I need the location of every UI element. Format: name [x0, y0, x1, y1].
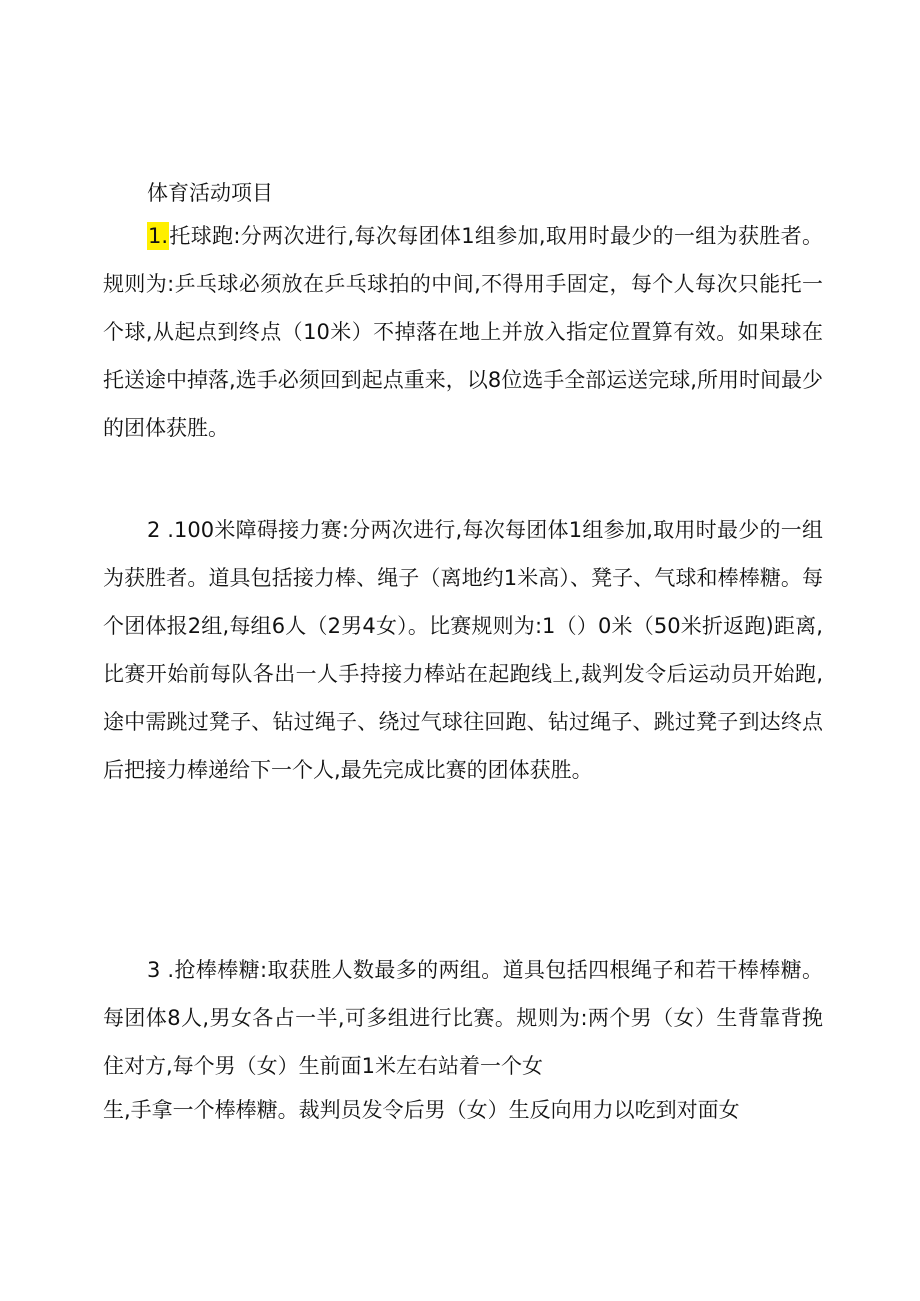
- item-1-paragraph: [103, 212, 823, 452]
- item-1-number-highlight: 1.: [148, 224, 169, 248]
- item-2-paragraph: 2 .100米障碍接力赛:分两次进行,每次每团体1组参加,取用时最少的一组为获胜者。道具包括接力棒、绳子（离地约1米高）、凳子、气球和棒棒糖。每个团体报2组,每组6人（2男4女）。比赛规则为:1（）0米（50米折返跑)距离,比赛开始前每队各出一人手持接力棒站在起跑线上,裁判发令后运动员开始跑,途中需跳过凳子、钻过绳子、绕过气球往回跑、钻过绳子、跳过凳子到达终点后把接力棒递给下一个人,最先完成比赛的团体获胜。: [103, 518, 823, 782]
- item-1-text: 托球跑:分两次进行,每次每团体1组参加,取用时最少的一组为获胜者。规则为:乒乓球必须放在乒乓球拍的中间,不得用手固定，每个人每次只能托一个球,从起点到终点（10米）不掉落在地上并放入指定位置算有效。如果球在托送途中掉落,选手必须回到起点重来，以8位选手全部运送完球,所用时间最少的团体获胜。: [103, 224, 823, 440]
- continuation-paragraph: 生,手拿一个棒棒糖。裁判员发令后男（女）生反向用力以吃到对面女: [103, 1098, 740, 1122]
- item-3-paragraph: 3 .抢棒棒糖:取获胜人数最多的两组。道具包括四根绳子和若干棒棒糖。每团体8人,男女各占一半,可多组进行比赛。规则为:两个男（女）生背靠背挽住对方,每个男（女）生前面1米左右站着一个女: [103, 958, 823, 1078]
- document-title: 体育活动项目: [147, 181, 273, 205]
